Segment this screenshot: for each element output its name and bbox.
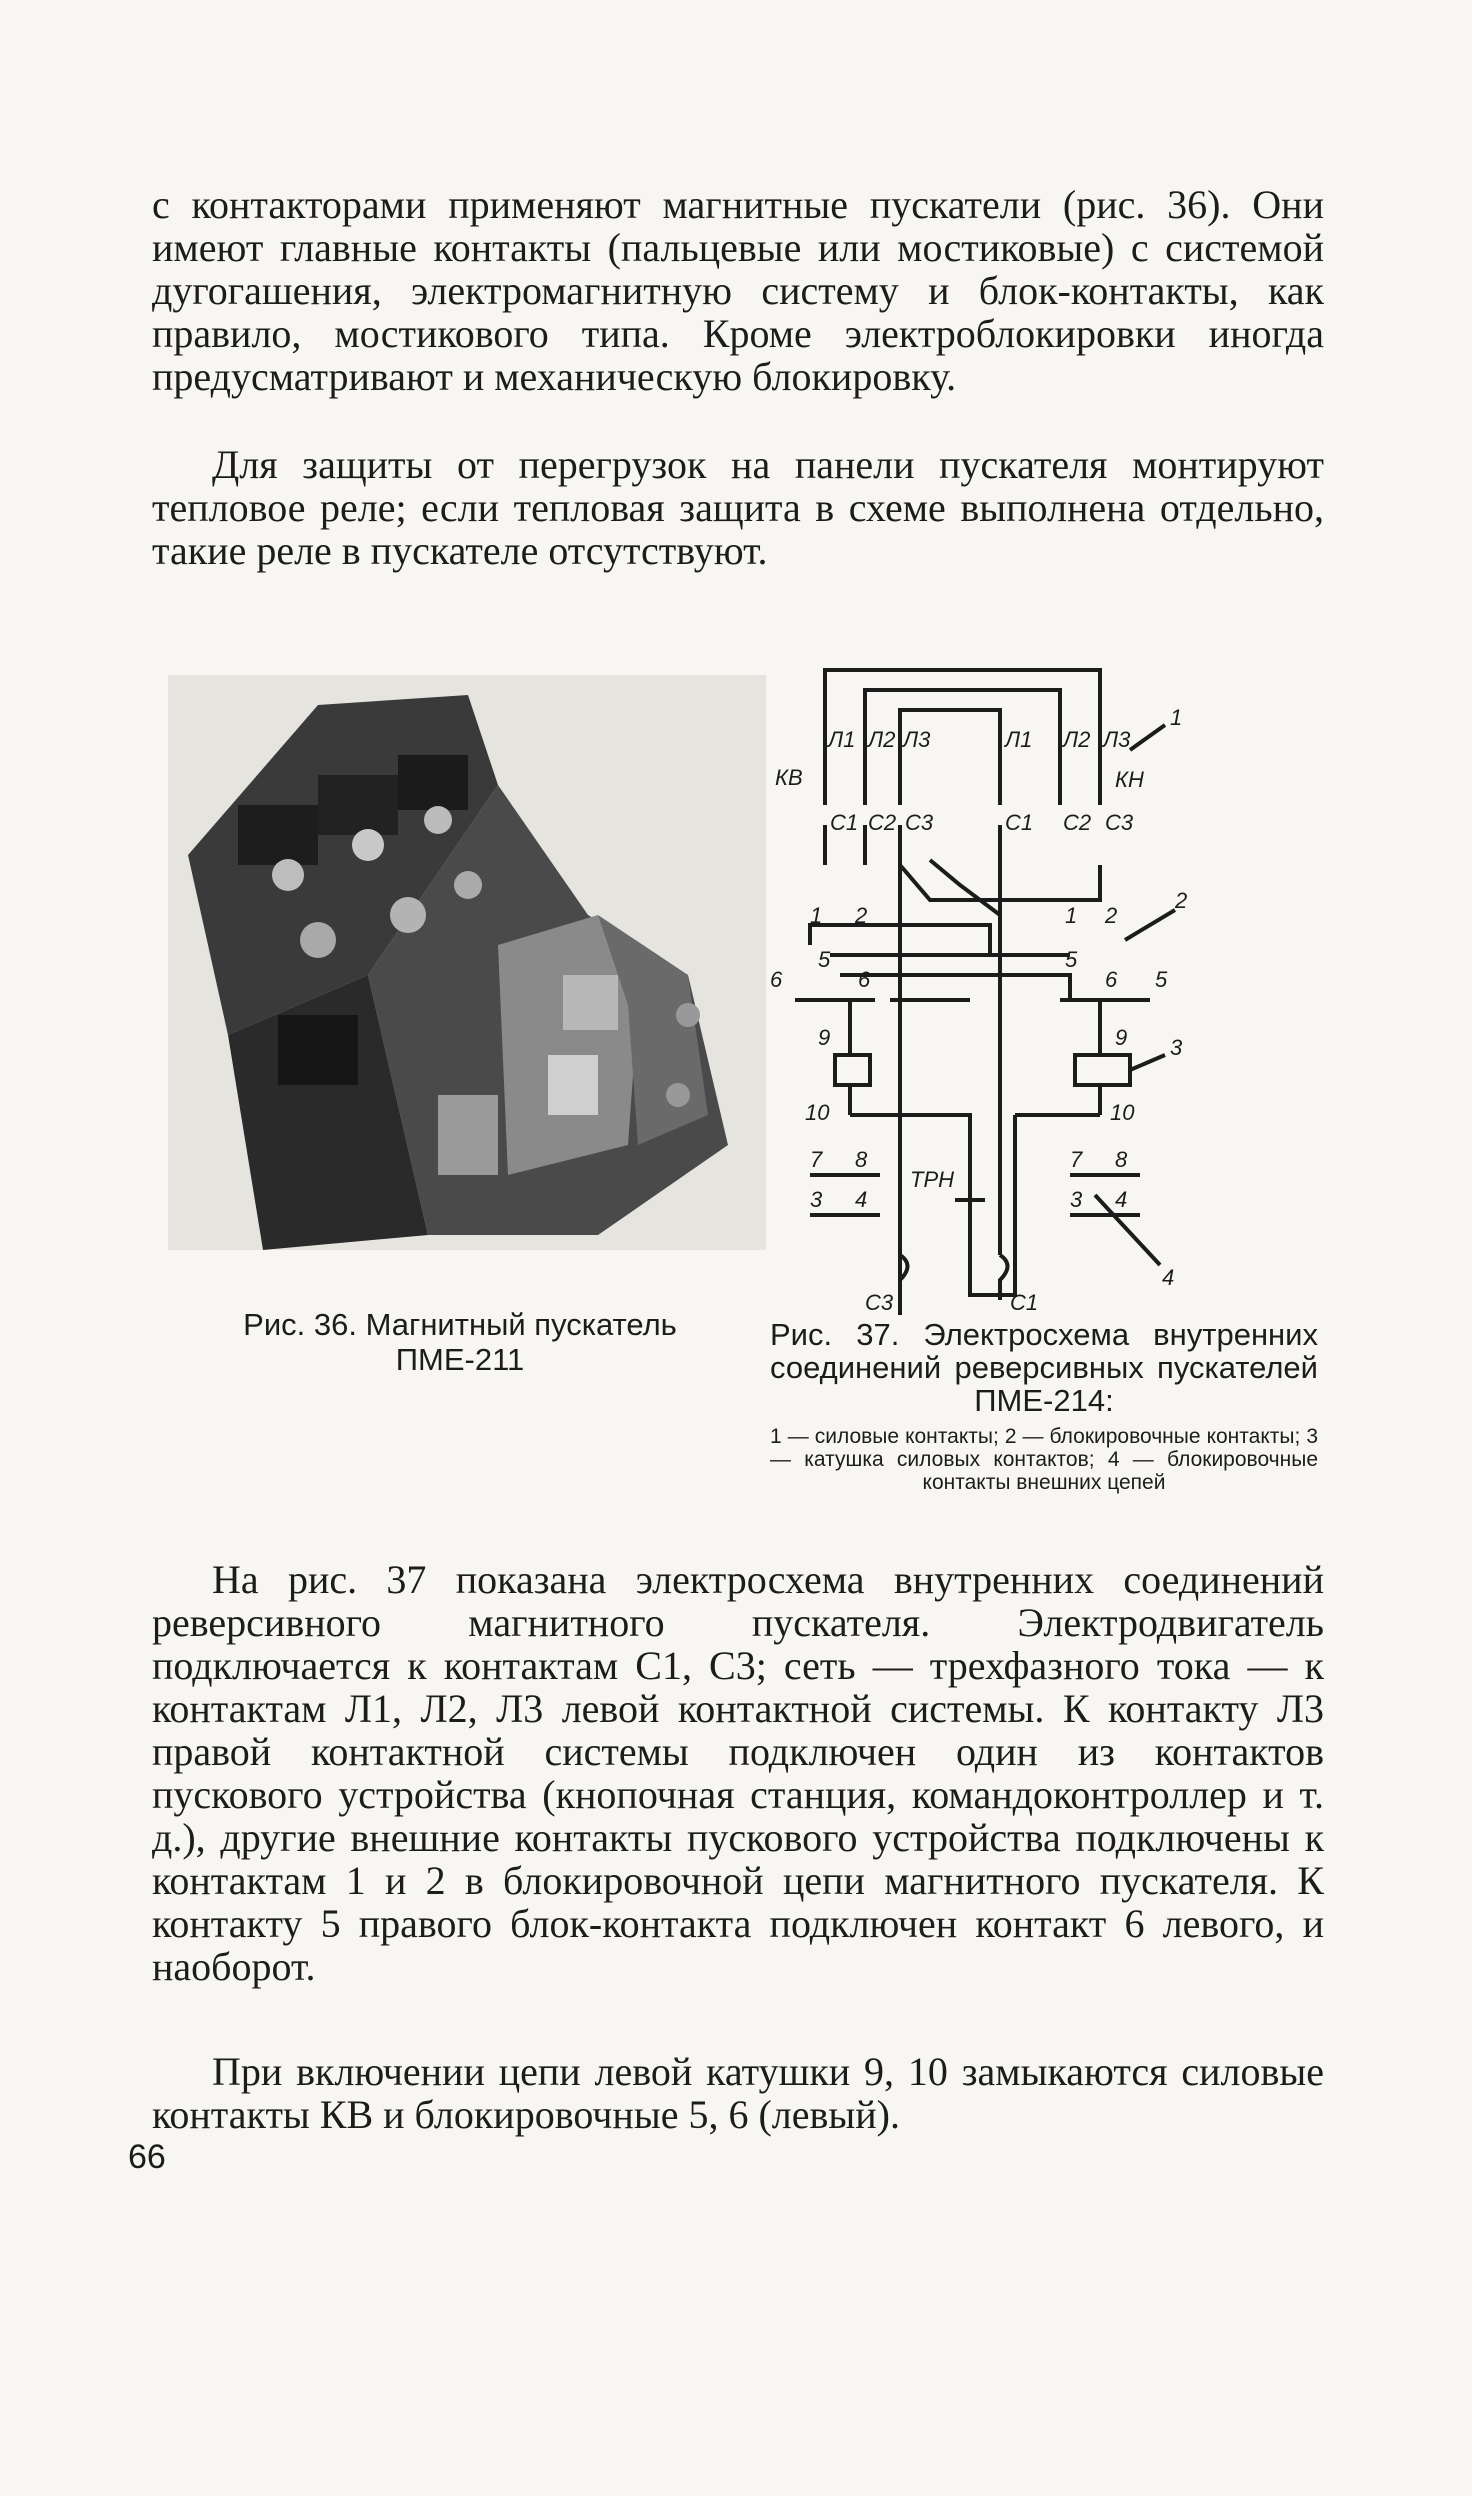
- schematic-label: С1: [1005, 810, 1034, 835]
- schematic-callout: 2: [1175, 888, 1188, 913]
- schematic-label: 6: [770, 967, 783, 992]
- schematic-callout: 4: [1162, 1265, 1175, 1290]
- schematic-label: 1: [1065, 903, 1078, 928]
- figure-37-title: Рис. 37. Электросхема внутренних соединений реверсивных пускателей ПМЕ-214:: [770, 1317, 1318, 1418]
- paragraph-1: с контакторами применяют магнитные пускатели (рис. 36). Они имеют главные контакты (пальцевые или мостиковые) с системой дугогашения, электромагнитную систему и блок-контакты, как правило, мостикового типа. Кроме электроблокировки иногда предусматривают и механическую блокировку.: [152, 182, 1324, 399]
- paragraph-4: При включении цепи левой катушки 9, 10 замыкаются силовые контакты КВ и блокировочные 5, 6 (левый).: [152, 2049, 1324, 2137]
- schematic-label: 4: [855, 1187, 868, 1212]
- schematic-label: С3: [1105, 810, 1134, 835]
- schematic-label: 5: [1065, 947, 1078, 972]
- schematic-label: С3: [865, 1290, 894, 1315]
- schematic-label: 7: [1070, 1147, 1083, 1172]
- schematic-callout: 3: [1170, 1035, 1183, 1060]
- schematic-label: 5: [818, 947, 831, 972]
- schematic-label: 8: [855, 1147, 868, 1172]
- figure-37-caption: [770, 1318, 1318, 1494]
- schematic-label: Л3: [1103, 727, 1131, 752]
- schematic-label: Л2: [1063, 727, 1091, 752]
- schematic-label: 10: [1110, 1100, 1135, 1125]
- schematic-label: С3: [905, 810, 934, 835]
- schematic-label: 5: [1155, 967, 1168, 992]
- page-number: 66: [128, 2138, 166, 2176]
- schematic-label: Л1: [828, 727, 856, 752]
- schematic-label: С2: [868, 810, 897, 835]
- schematic-callout: 1: [1170, 705, 1183, 730]
- schematic-label: 7: [810, 1147, 823, 1172]
- schematic-label: Л2: [868, 727, 896, 752]
- schematic-label: 10: [805, 1100, 830, 1125]
- schematic-label: С1: [1010, 1290, 1039, 1315]
- schematic-label: КН: [1115, 767, 1144, 792]
- schematic-label: Л1: [1005, 727, 1033, 752]
- schematic-label: 9: [1115, 1025, 1128, 1050]
- figure-36-caption-line2: ПМЕ-211: [395, 1342, 525, 1377]
- schematic-label: 8: [1115, 1147, 1128, 1172]
- schematic-label: 2: [1105, 903, 1118, 928]
- figure-37-legend: 1 — силовые контакты; 2 — блокировочные контакты; 3 — катушка силовых контактов; 4 — блокировочные контакты внешних цепей: [770, 1425, 1318, 1494]
- schematic-label: ТРН: [910, 1167, 954, 1192]
- schematic-label: С2: [1063, 810, 1092, 835]
- paragraph-3: На рис. 37 показана электросхема внутренних соединений реверсивного магнитного пускателя. Электродвигатель подключается к контактам С1, С3; сеть — трехфазного тока — к контактам Л1, Л2, Л3 левой контактной системы. К контакту Л3 правой контактной системы подключен один из контактов пускового устройства (кнопочная станция, командоконтроллер и т. д.), другие внешние контакты пускового устройства подключены к контактам 1 и 2 в блокировочной цепи магнитного пускателя. К контакту 5 правого блок-контакта подключен контакт 6 левого, и наоборот.: [152, 1557, 1324, 1989]
- paragraph-2: Для защиты от перегрузок на панели пускателя монтируют тепловое реле; если тепловая защита в схеме выполнена отдельно, такие реле в пускателе отсутствуют.: [152, 442, 1324, 573]
- schematic-label: 4: [1115, 1187, 1128, 1212]
- schematic-label: 6: [1105, 967, 1118, 992]
- schematic-label: 6: [858, 967, 871, 992]
- schematic-label: 3: [810, 1187, 823, 1212]
- schematic-label: 3: [1070, 1187, 1083, 1212]
- figure-36-caption: [190, 1307, 730, 1377]
- schematic-label: КВ: [775, 765, 803, 790]
- schematic-label: 9: [818, 1025, 831, 1050]
- schematic-label: 1: [810, 903, 823, 928]
- figure-36-caption-line1: Рис. 36. Магнитный пускатель: [243, 1307, 677, 1342]
- schematic-label: Л3: [903, 727, 931, 752]
- schematic-label: 2: [855, 903, 868, 928]
- wiring-schematic: [770, 655, 1310, 1315]
- schematic-label: С1: [830, 810, 859, 835]
- starter-photo: [168, 675, 766, 1250]
